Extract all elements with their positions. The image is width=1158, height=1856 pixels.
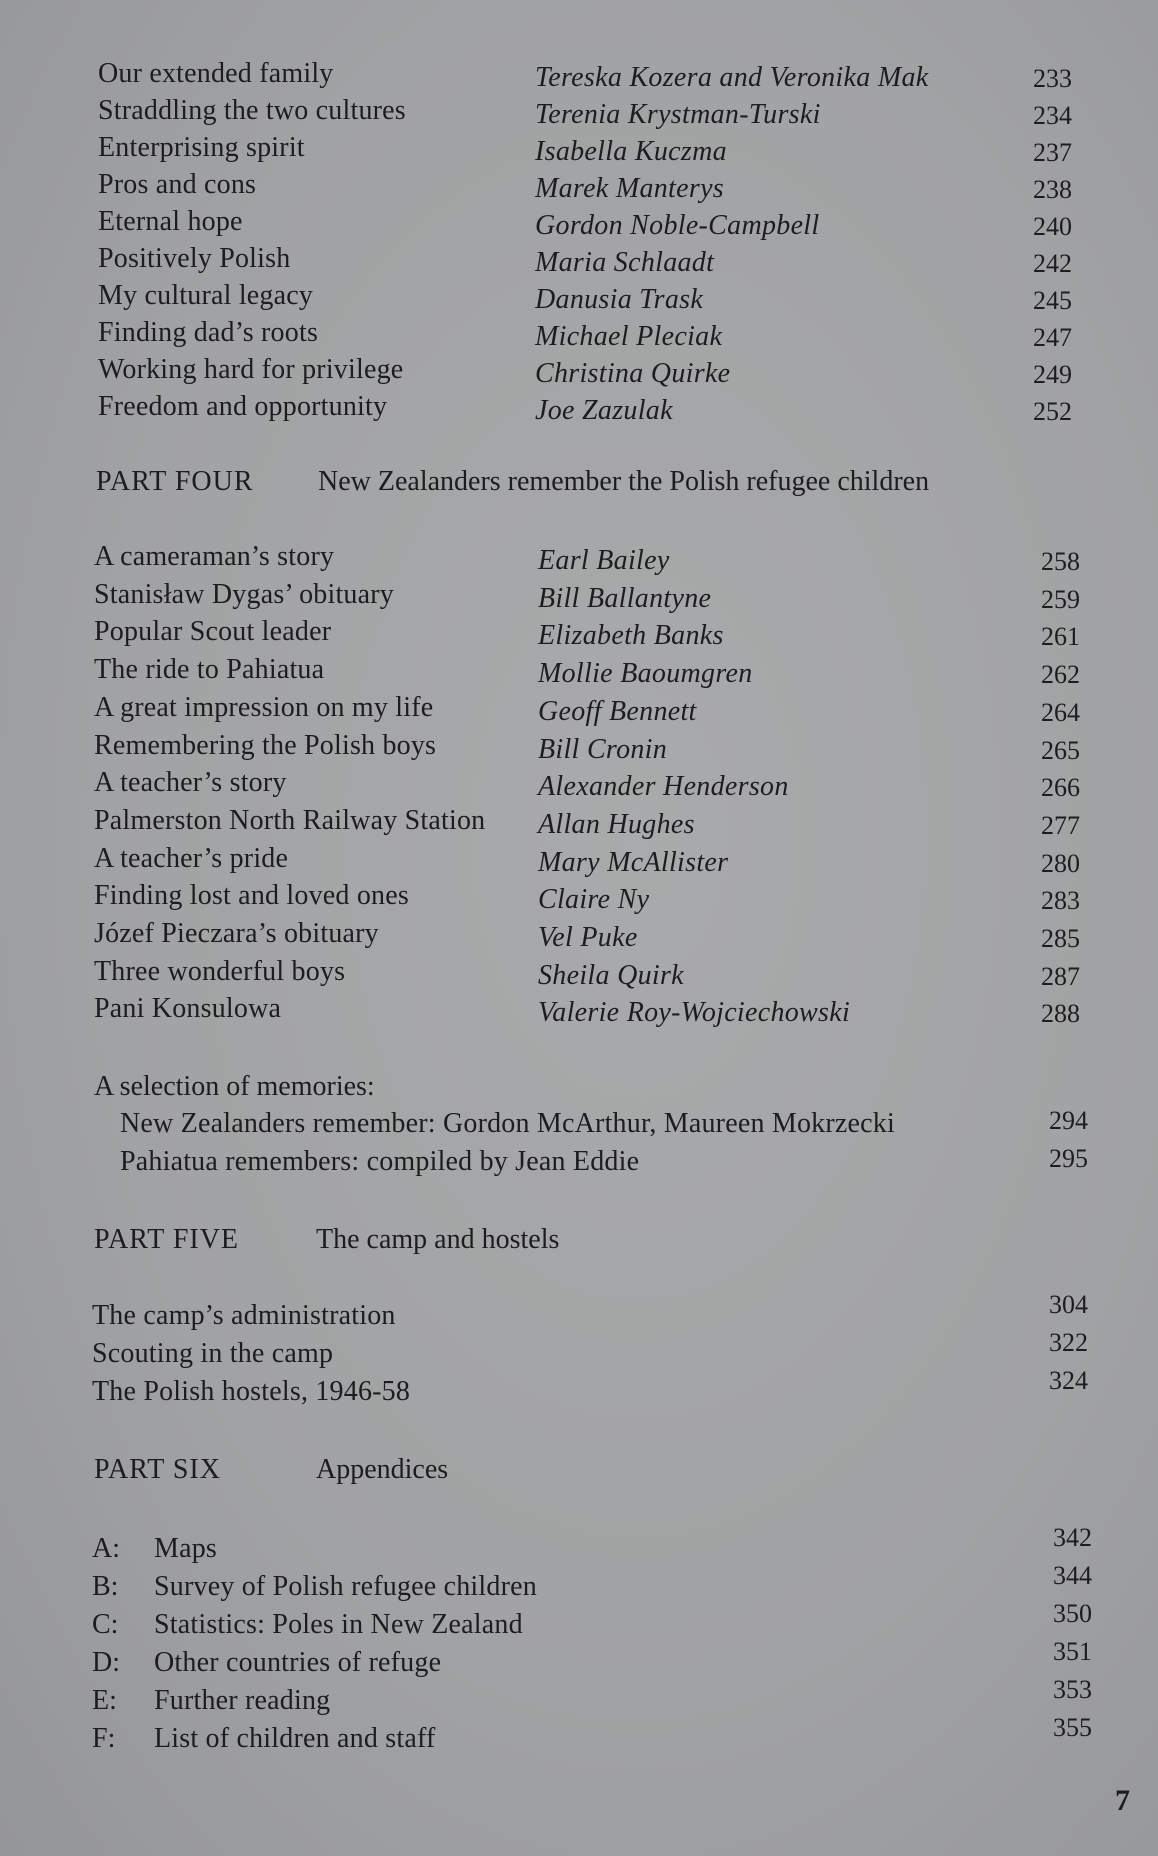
toc-entry	[0, 280, 1158, 316]
appendix-letter: D:	[92, 1647, 120, 1678]
entry-page-number: 287	[1041, 961, 1080, 991]
entry-title: A teacher’s story	[94, 767, 287, 799]
page-number: 7	[1115, 1784, 1130, 1817]
entry-title: The Polish hostels, 1946-58	[92, 1376, 411, 1407]
entry-author: Sheila Quirk	[538, 959, 684, 991]
entry-author: Gordon Noble-Campbell	[535, 210, 820, 241]
entry-page-number: 324	[1049, 1366, 1088, 1395]
entry-title: The ride to Pahiatua	[94, 654, 325, 686]
toc-entry	[0, 169, 1158, 205]
toc-entry	[0, 654, 1158, 690]
entry-page-number: 262	[1041, 660, 1080, 690]
entry-author: Alexander Henderson	[538, 771, 789, 803]
entry-page-number: 245	[1033, 286, 1072, 315]
entry-page-number: 247	[1033, 323, 1072, 352]
appendix-entry	[0, 1561, 1158, 1607]
entry-page-number: 237	[1033, 138, 1072, 167]
part-title: Appendices	[316, 1454, 449, 1485]
appendix-title: List of children and staff	[154, 1723, 436, 1754]
entry-title: Popular Scout leader	[94, 616, 332, 648]
entry-page-number: 233	[1033, 64, 1072, 93]
toc-entry	[0, 767, 1158, 803]
toc-entry	[0, 1366, 1158, 1412]
entry-author: Marek Manterys	[535, 173, 724, 204]
toc-entry	[0, 1290, 1158, 1336]
memory-item	[0, 1146, 1158, 1182]
entry-page-number: 238	[1033, 175, 1072, 204]
entry-author: Mary McAllister	[538, 846, 729, 878]
part-title: The camp and hostels	[316, 1224, 560, 1255]
appendix-page-number: 351	[1053, 1637, 1092, 1666]
entry-author: Maria Schlaadt	[535, 247, 715, 278]
entry-title: Remembering the Polish boys	[94, 729, 437, 761]
appendix-letter: C:	[92, 1609, 119, 1640]
toc-entry	[0, 95, 1158, 131]
entry-author: Tereska Kozera and Veronika Mak	[535, 62, 929, 93]
entry-page-number: 288	[1041, 999, 1080, 1029]
appendix-title: Other countries of refuge	[154, 1647, 442, 1678]
appendix-page-number: 344	[1053, 1561, 1092, 1590]
entry-author: Bill Cronin	[538, 733, 668, 765]
entry-title: Pros and cons	[98, 169, 257, 200]
appendix-entry	[0, 1675, 1158, 1721]
part-heading	[94, 1454, 448, 1486]
entry-title: Stanisław Dygas’ obituary	[94, 578, 394, 610]
appendix-title: Statistics: Poles in New Zealand	[154, 1609, 523, 1640]
entry-title: Enterprising spirit	[98, 132, 305, 163]
entry-page-number: 249	[1033, 360, 1072, 389]
part-label: PART FIVE	[94, 1224, 240, 1255]
entry-page-number: 304	[1049, 1290, 1088, 1319]
appendix-letter: B:	[92, 1571, 119, 1602]
part-heading	[96, 466, 929, 498]
entry-title: The camp’s administration	[92, 1300, 396, 1331]
entry-author: Joe Zazulak	[535, 395, 673, 426]
entry-title: A teacher’s pride	[94, 842, 289, 874]
toc-entry	[0, 391, 1158, 427]
entry-title: Finding dad’s roots	[98, 317, 319, 348]
entry-author: Michael Pleciak	[535, 321, 723, 352]
appendix-title: Further reading	[154, 1685, 331, 1716]
toc-entry	[0, 317, 1158, 353]
toc-entry	[0, 354, 1158, 390]
entry-title: A great impression on my life	[94, 691, 434, 723]
entry-title: Three wonderful boys	[94, 955, 346, 987]
entry-author: Claire Ny	[538, 884, 650, 916]
part-title: New Zealanders remember the Polish refugee children	[318, 466, 930, 497]
appendix-letter: A:	[92, 1533, 120, 1564]
entry-page-number: 285	[1041, 924, 1080, 953]
toc-entry	[0, 805, 1158, 841]
toc-entry	[0, 843, 1158, 879]
entry-page-number: 240	[1033, 212, 1072, 241]
entry-title: Eternal hope	[98, 206, 243, 237]
toc-entry	[0, 579, 1158, 615]
memories-heading: A selection of memories:	[94, 1071, 375, 1102]
entry-title: My cultural legacy	[98, 280, 314, 311]
toc-entry	[0, 993, 1158, 1029]
toc-entry	[0, 880, 1158, 916]
entry-page-number: 261	[1041, 622, 1080, 652]
appendix-letter: E:	[92, 1685, 117, 1716]
entry-author: Terenia Krystman-Turski	[535, 99, 821, 130]
entry-title: Positively Polish	[98, 243, 291, 274]
toc-entry	[0, 730, 1158, 766]
entry-author: Allan Hughes	[538, 808, 695, 840]
appendix-entry	[0, 1713, 1158, 1759]
memory-item	[0, 1108, 1158, 1144]
part-label: PART FOUR	[96, 466, 254, 497]
memory-text: Pahiatua remembers: compiled by Jean Eddie	[120, 1146, 640, 1177]
entry-author: Christina Quirke	[535, 358, 731, 389]
appendix-entry	[0, 1637, 1158, 1683]
entry-title: Palmerston North Railway Station	[94, 804, 486, 836]
toc-entry	[0, 243, 1158, 279]
entry-page-number: 277	[1041, 810, 1080, 840]
entry-author: Mollie Baoumgren	[538, 658, 753, 690]
entry-page-number: 280	[1041, 848, 1080, 878]
part-heading	[94, 1224, 559, 1256]
entry-author: Isabella Kuczma	[535, 136, 727, 167]
entry-author: Valerie Roy-Wojciechowski	[538, 997, 851, 1029]
appendix-letter: F:	[92, 1723, 116, 1754]
appendix-title: Survey of Polish refugee children	[154, 1571, 537, 1602]
entry-author: Bill Ballantyne	[538, 582, 712, 614]
toc-entry	[0, 58, 1158, 94]
appendix-page-number: 350	[1053, 1599, 1092, 1628]
entry-title: Our extended family	[98, 58, 334, 89]
entry-title: Józef Pieczara’s obituary	[94, 918, 379, 949]
toc-entry	[0, 956, 1158, 992]
entry-title: Finding lost and loved ones	[94, 880, 409, 912]
toc-entry	[0, 1328, 1158, 1374]
toc-entry	[0, 918, 1158, 954]
entry-page-number: 242	[1033, 249, 1072, 278]
entry-author: Earl Bailey	[538, 545, 670, 576]
appendix-page-number: 355	[1053, 1713, 1092, 1742]
entry-page-number: 265	[1041, 735, 1080, 765]
appendix-entry	[0, 1599, 1158, 1645]
entry-page-number: 266	[1041, 773, 1080, 803]
entry-author: Geoff Bennett	[538, 695, 697, 727]
entry-title: A cameraman’s story	[94, 541, 335, 572]
appendix-entry	[0, 1523, 1158, 1569]
toc-entry	[0, 132, 1158, 168]
entry-author: Vel Puke	[538, 922, 638, 953]
appendix-title: Maps	[154, 1533, 218, 1564]
appendix-page-number: 353	[1053, 1675, 1092, 1704]
entry-author: Elizabeth Banks	[538, 620, 724, 652]
entry-page-number: 283	[1041, 886, 1080, 916]
memory-text: New Zealanders remember: Gordon McArthur, Maureen Mokrzecki	[120, 1108, 895, 1139]
entry-page-number: 252	[1033, 397, 1072, 426]
entry-page-number: 234	[1033, 101, 1072, 130]
entry-title: Straddling the two cultures	[98, 95, 406, 126]
memory-page-number: 294	[1049, 1106, 1088, 1135]
entry-page-number: 259	[1041, 584, 1080, 614]
entry-page-number: 322	[1049, 1328, 1088, 1357]
toc-entry	[0, 541, 1158, 577]
appendix-page-number: 342	[1053, 1523, 1092, 1552]
toc-entry	[0, 692, 1158, 728]
part-label: PART SIX	[94, 1454, 221, 1485]
toc-entry	[0, 206, 1158, 242]
toc-entry	[0, 616, 1158, 652]
memory-page-number: 295	[1049, 1144, 1088, 1173]
entry-page-number: 264	[1041, 697, 1080, 727]
entry-author: Danusia Trask	[535, 284, 704, 315]
entry-page-number: 258	[1041, 547, 1080, 576]
entry-title: Freedom and opportunity	[98, 391, 388, 422]
entry-title: Scouting in the camp	[92, 1338, 334, 1369]
entry-title: Working hard for privilege	[98, 354, 404, 385]
entry-title: Pani Konsulowa	[94, 993, 282, 1025]
